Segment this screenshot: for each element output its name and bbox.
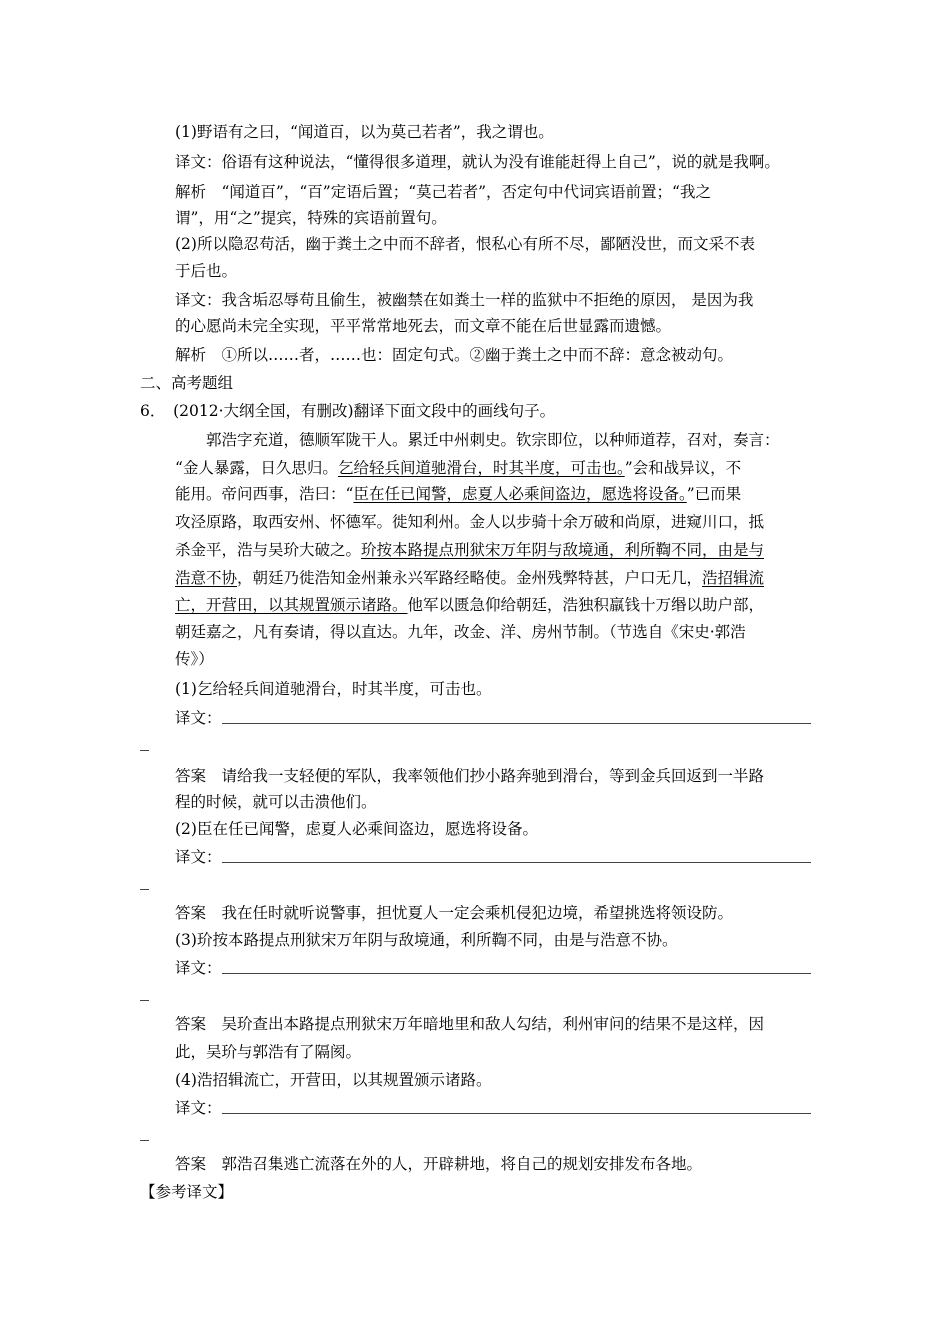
answer-blank-2[interactable] (222, 862, 811, 863)
answer-blank-4[interactable] (222, 1113, 811, 1114)
answer-line: 答案 我在任时就听说警事，担忧夏人一定会乘机侵犯边境，希望挑选将领设防。 (175, 904, 734, 922)
text-line: 解析 ①所以……者，……也：固定句式。②幽于粪土之中而不辞：意念被动句。 (175, 346, 734, 364)
text-line: 解析 “闻道百”，“百”定语后置；“莫己若者”，否定句中代词宾语前置；“我之 (175, 183, 711, 201)
passage-line: 郭浩字充道，德顺军陇干人。累迁中州刺史。钦宗即位，以种师道荐，召对，奏言： (175, 431, 780, 449)
answer-line: 程的时候，就可以击溃他们。 (175, 793, 377, 811)
underlined-sentence-3-end: 浩意不协 (175, 569, 238, 587)
underlined-sentence-4-end: 亡，开营田，以其规置颁示诸路。 (175, 596, 408, 614)
answer-blank-3[interactable] (222, 973, 811, 974)
passage-line: 浩意不协，朝廷乃徙浩知金州兼永兴军路经略使。金州残弊特甚，户口无几，浩招辑流 (175, 569, 765, 587)
underlined-sentence-1: 乞给轻兵间道驰滑台，时其半度，可击也。 (337, 459, 625, 477)
passage-line: 攻泾原路，取西安州、怀德军。徙知利州。金人以步骑十余万破和尚原，进窥川口，抵 (175, 513, 765, 531)
passage-line: 杀金平，浩与吴玠大破之。玠按本路提点刑狱宋万年阴与敌境通，利所鞫不同，由是与 (175, 541, 765, 559)
underlined-sentence-3: 玠按本路提点刑狱宋万年阴与敌境通，利所鞫不同，由是与 (361, 541, 765, 559)
reference-translation-heading: 【参考译文】 (140, 1183, 234, 1201)
question-prompt-4: (4)浩招辑流亡，开营田，以其规置颁示诸路。 (175, 1071, 492, 1089)
passage-line: 朝廷嘉之，凡有奏请，得以直达。九年，改金、洋、房州节制。（节选自《宋史·郭浩 (175, 623, 746, 641)
underlined-sentence-2: 臣在任已闻警，虑夏人必乘间盗边，愿选将设备。 (353, 485, 687, 503)
dash-mark (140, 1140, 149, 1141)
translation-label: 译文： (175, 959, 222, 977)
translation-label: 译文： (175, 709, 222, 727)
answer-blank-1[interactable] (222, 723, 811, 724)
passage-line: 能用。帝问西事，浩曰：“臣在任已闻警，虑夏人必乘间盗边，愿选将设备。”已而果 (175, 485, 742, 503)
answer-line: 此，吴玠与郭浩有了隔阂。 (175, 1043, 362, 1061)
text-line: 谓”，用“之”提宾，特殊的宾语前置句。 (175, 209, 447, 227)
text-line: 译文：俗语有这种说法，“懂得很多道理，就认为没有谁能赶得上自己”，说的就是我啊。 (175, 153, 780, 171)
passage-line: 传》） (175, 650, 214, 668)
answer-line: 答案 郭浩召集逃亡流落在外的人，开辟耕地，将自己的规划安排发布各地。 (175, 1155, 703, 1173)
translation-label: 译文： (175, 848, 222, 866)
passage-line: “金人暴露，日久思归。乞给轻兵间道驰滑台，时其半度，可击也。”会和战异议，不 (175, 459, 742, 477)
answer-line: 答案 请给我一支轻便的军队，我率领他们抄小路奔驰到滑台，等到金兵回返到一半路 (175, 767, 765, 785)
underlined-sentence-4: 浩招辑流 (702, 569, 765, 587)
text-line: 的心愿尚未完全实现，平平常常地死去，而文章不能在后世显露而遗憾。 (175, 317, 672, 335)
text-line: 译文：我含垢忍辱苟且偷生，被幽禁在如粪土一样的监狱中不拒绝的原因， 是因为我 (175, 291, 754, 309)
answer-line: 答案 吴玠查出本路提点刑狱宋万年暗地里和敌人勾结，利州审问的结果不是这样，因 (175, 1015, 765, 1033)
question-prompt-3: (3)玠按本路提点刑狱宋万年阴与敌境通，利所鞫不同，由是与浩意不协。 (175, 931, 678, 949)
dash-mark (140, 889, 149, 890)
translation-label: 译文： (175, 1099, 222, 1117)
text-line: (2)所以隐忍苟活，幽于粪土之中而不辞者，恨私心有所不尽，鄙陋没世，而文采不表 (175, 235, 755, 253)
question-title: 6． (2012·大纲全国，有删改)翻译下面文段中的画线句子。 (140, 402, 556, 420)
question-prompt-1: (1)乞给轻兵间道驰滑台，时其半度，可击也。 (175, 680, 492, 698)
passage-line: 亡，开营田，以其规置颁示诸路。他军以匮急仰给朝廷，浩独积羸钱十万缗以助户部， (175, 596, 765, 614)
text-line: 于后也。 (175, 262, 238, 280)
text-line: (1)野语有之曰，“闻道百，以为莫己若者”，我之谓也。 (175, 123, 554, 141)
section-heading: 二、高考题组 (140, 374, 234, 392)
dash-mark (140, 1000, 149, 1001)
question-prompt-2: (2)臣在任已闻警，虑夏人必乘间盗边，愿选将设备。 (175, 820, 538, 838)
dash-mark (140, 750, 149, 751)
